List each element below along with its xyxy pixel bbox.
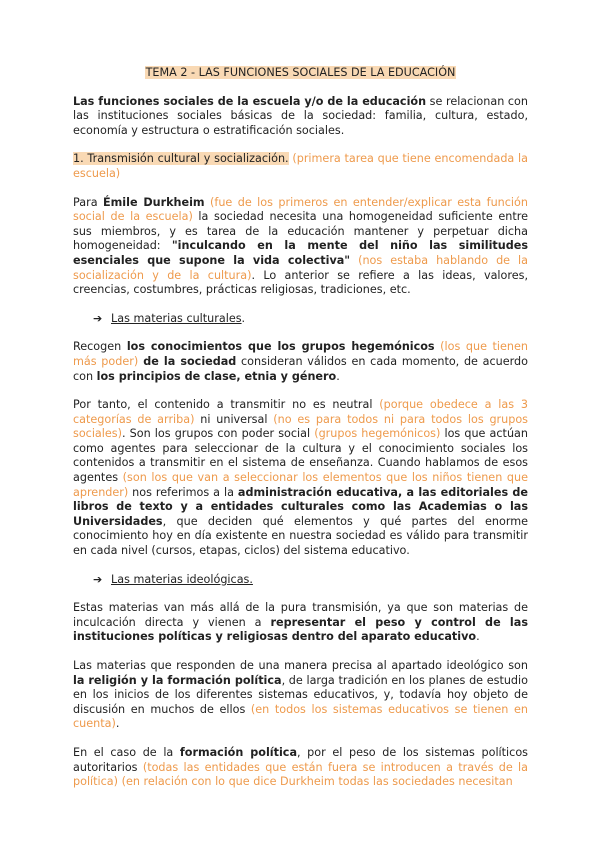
section-1-heading-text: 1. Transmisión cultural y socialización. bbox=[73, 152, 289, 166]
por-tanto-paragraph: Por tanto, el contenido a transmitir no es neutral (porque obedece a las 3 categorías de arriba) ni universal (no es para todos ni para todos los grupos sociales). Son los grupos con poder social (grupos hegemónicos) los que actúan como agentes para seleccionar de la cultura y el conocimiento sociales los contenidos a transmitir en el sistema de enseñanza. Cuando hablamos de esos agentes (son los que van a seleccionar los elementos que los niños tienen que aprender) nos referimos a la administración educativa, a las editoriales de libros de texto y a entidades culturales como las Academias o las Universidades, que deciden qué elementos y qué partes del enorme conocimiento hoy en día existente en nuestra sociedad es válido para transmitir en cada nivel (cursos, etapas, ciclos) del sistema educativo. bbox=[73, 398, 529, 558]
arrow-right-icon: ➔ bbox=[93, 311, 103, 325]
estas-materias-paragraph: Estas materias van más allá de la pura transmisión, ya que son materias de inculcación directa y vienen a representar el peso y control de las instituciones políticas y religiosas dentro del aparato educativo. bbox=[73, 601, 528, 644]
arrow-right-icon: ➔ bbox=[93, 572, 103, 586]
section-1-heading bbox=[73, 152, 528, 181]
recogen-paragraph: Recogen los conocimientos que los grupos hegemónicos (los que tienen más poder) de la sociedad consideran válidos en cada momento, de acuerdo con los principios de clase, etnia y género. bbox=[73, 340, 528, 383]
en-el-caso-paragraph: En el caso de la formación política, por el peso de los sistemas políticos autoritarios (todas las entidades que están fuera se introducen a través de la política) (en relación con lo que dice Durkheim todas las sociedades necesitan bbox=[73, 745, 528, 789]
bullet-materias-culturales: ➔ Las materias culturales. bbox=[93, 311, 246, 325]
document-title: TEMA 2 - LAS FUNCIONES SOCIALES DE LA EDUCACIÓN bbox=[145, 66, 456, 79]
section-1-note: (primera tarea que tiene encomendada la escuela) bbox=[73, 152, 528, 180]
las-materias-paragraph: Las materias que responden de una manera precisa al apartado ideológico son la religión y la formación política, de larga tradición en los planes de estudio en los inicios de los diferentes sistemas educativos, y, todavía hoy objeto de discusión en muchos de ellos (en todos los sistemas educativos se tienen en cuenta). bbox=[73, 659, 528, 731]
bullet-materias-ideologicas: ➔ Las materias ideológicas. bbox=[93, 572, 253, 586]
intro-paragraph: Las funciones sociales de la escuela y/o de la educación se relacionan con las instituciones sociales básicas de la sociedad: familia, cultura, estado, economía y estructura o estratificación sociales. bbox=[73, 94, 528, 137]
durkheim-paragraph: Para Émile Durkheim (fue de los primeros en entender/explicar esta función social de la escuela) la sociedad necesita una homogeneidad suficiente entre sus miembros, y es tarea de la educación mantener y perpetuar dicha homogeneidad: "inculcando en la mente del niño las similitudes esenciales que supone la vida colectiva" (nos estaba hablando de la socialización y de la cultura). Lo anterior se refiere a las ideas, valores, creencias, costumbres, prácticas religiosas, tradiciones, etc. bbox=[73, 195, 528, 297]
